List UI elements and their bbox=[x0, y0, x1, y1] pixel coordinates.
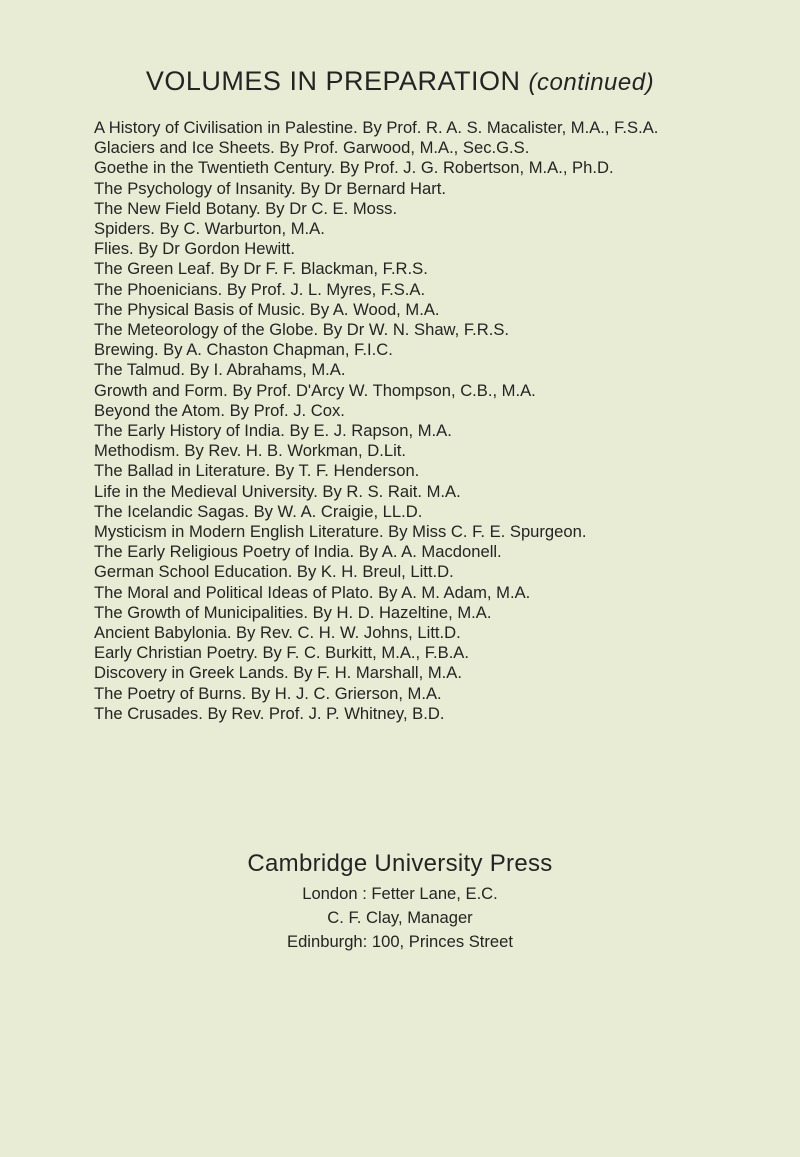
volume-entry: Goethe in the Twentieth Century. By Prof. J. G. Robertson, M.A., Ph.D. bbox=[94, 158, 614, 178]
volume-entry: A History of Civilisation in Palestine. By Prof. R. A. S. Macalister, M.A., F.S.A. bbox=[94, 118, 659, 137]
volume-entry: Early Christian Poetry. By F. C. Burkitt, M.A., F.B.A. bbox=[94, 643, 469, 663]
volume-entry: Growth and Form. By Prof. D'Arcy W. Thompson, C.B., M.A. bbox=[94, 380, 536, 400]
volume-entry: The Talmud. By I. Abrahams, M.A. bbox=[94, 360, 346, 380]
volume-entry: The Phoenicians. By Prof. J. L. Myres, F.S.A. bbox=[94, 279, 426, 299]
volume-entry: Beyond the Atom. By Prof. J. Cox. bbox=[94, 400, 345, 420]
volume-entry: The Moral and Political Ideas of Plato. By A. M. Adam, M.A. bbox=[94, 582, 531, 602]
edinburgh-address: Edinburgh: 100, Princes Street bbox=[287, 932, 513, 951]
volume-list bbox=[94, 118, 754, 724]
heading-title: VOLUMES IN PREPARATION bbox=[145, 66, 521, 96]
volume-entry: Brewing. By A. Chaston Chapman, F.I.C. bbox=[94, 340, 393, 360]
volume-entry: The Early Religious Poetry of India. By A. A. Macdonell. bbox=[94, 542, 502, 562]
heading-continued: (continued) bbox=[528, 69, 655, 96]
volume-entry: Life in the Medieval University. By R. S. Rait. M.A. bbox=[94, 481, 461, 501]
volume-entry: The Growth of Municipalities. By H. D. Hazeltine, M.A. bbox=[94, 602, 492, 622]
publisher-imprint bbox=[0, 846, 800, 954]
volume-entry: Discovery in Greek Lands. By F. H. Marshall, M.A. bbox=[94, 663, 462, 683]
volume-entry: Methodism. By Rev. H. B. Workman, D.Lit. bbox=[94, 441, 406, 461]
volume-entry: The Physical Basis of Music. By A. Wood, M.A. bbox=[94, 299, 440, 319]
volume-entry: Flies. By Dr Gordon Hewitt. bbox=[94, 239, 296, 259]
volume-entry: The Early History of India. By E. J. Rapson, M.A. bbox=[94, 421, 452, 441]
volume-entry: The Poetry of Burns. By H. J. C. Grierson, M.A. bbox=[94, 683, 442, 703]
volume-entry: Ancient Babylonia. By Rev. C. H. W. Johns, Litt.D. bbox=[94, 623, 461, 643]
volume-entry: The Green Leaf. By Dr F. F. Blackman, F.R.S. bbox=[94, 259, 428, 279]
volume-entry: Mysticism in Modern English Literature. By Miss C. F. E. Spurgeon. bbox=[94, 522, 587, 542]
volume-entry: The Psychology of Insanity. By Dr Bernard Hart. bbox=[94, 178, 446, 198]
volume-entry: German School Education. By K. H. Breul, Litt.D. bbox=[94, 562, 454, 582]
publisher-name: Cambridge University Press bbox=[247, 850, 553, 877]
volume-entry: The Meteorology of the Globe. By Dr W. N. Shaw, F.R.S. bbox=[94, 320, 510, 340]
london-address: London : Fetter Lane, E.C. bbox=[302, 884, 498, 903]
volume-entry: The Ballad in Literature. By T. F. Henderson. bbox=[94, 461, 420, 481]
manager-line: C. F. Clay, Manager bbox=[327, 908, 473, 927]
volume-entry: The New Field Botany. By Dr C. E. Moss. bbox=[94, 198, 398, 218]
volume-entry: Glaciers and Ice Sheets. By Prof. Garwood, M.A., Sec.G.S. bbox=[94, 138, 530, 158]
volume-entry: Spiders. By C. Warburton, M.A. bbox=[94, 219, 325, 239]
volume-entry: The Crusades. By Rev. Prof. J. P. Whitney, B.D. bbox=[94, 703, 445, 723]
volume-entry: The Icelandic Sagas. By W. A. Craigie, LL.D. bbox=[94, 501, 423, 521]
page-heading bbox=[0, 66, 800, 97]
